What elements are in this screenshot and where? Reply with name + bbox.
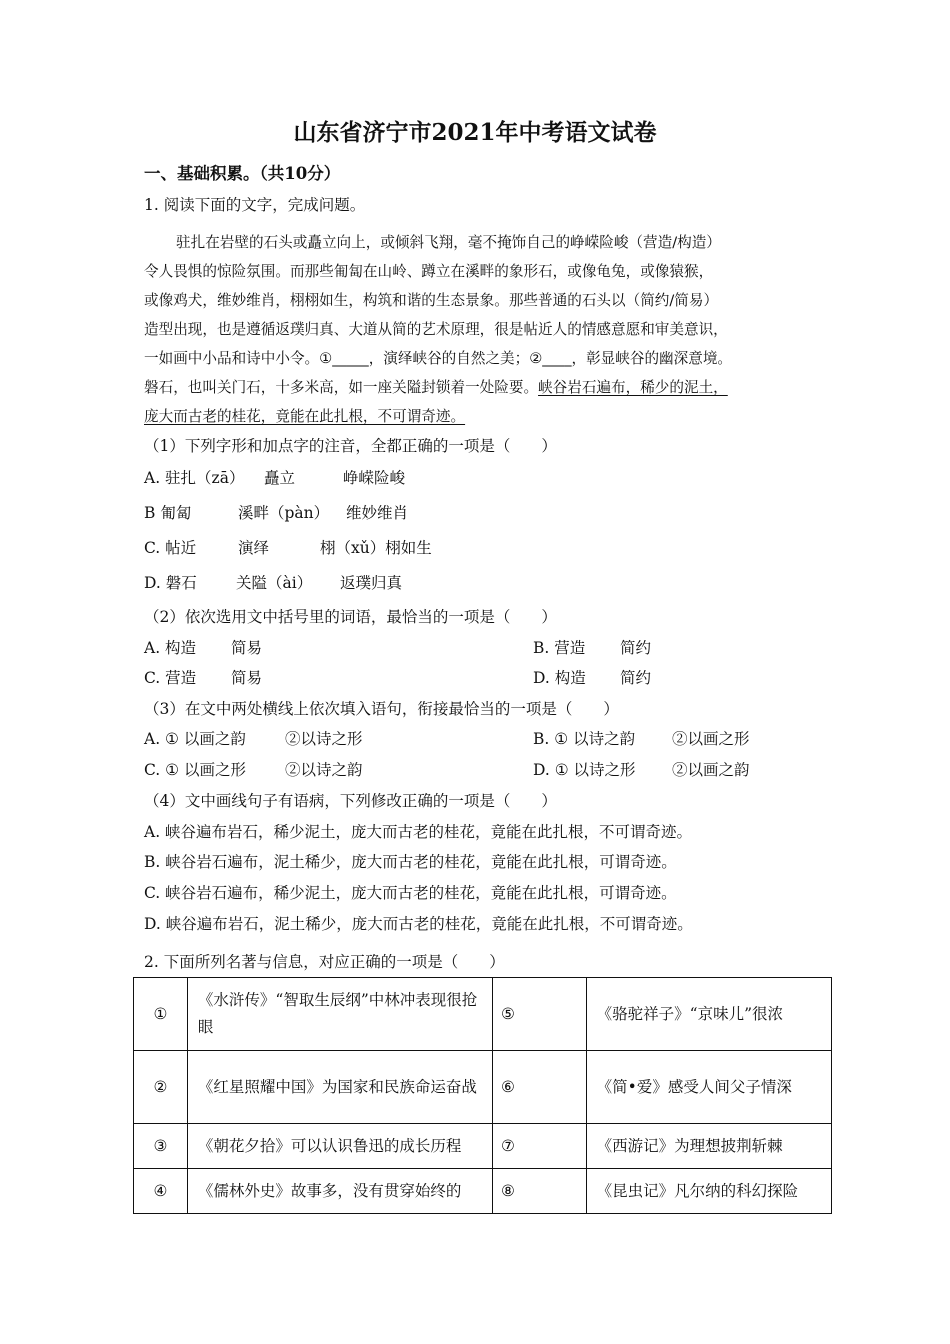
table-cell-info: 《儒林外史》故事多，没有贯穿始终的 xyxy=(187,1169,492,1214)
option-b: B. 峡谷岩石遍布，泥土稀少，庞大而古老的桂花，竟能在此扎根，可谓奇迹。 xyxy=(144,853,677,871)
option-c: C. 峡谷岩石遍布，稀少泥土，庞大而古老的桂花，竟能在此扎根，可谓奇迹。 xyxy=(144,884,677,902)
table-row xyxy=(134,1169,832,1214)
table-cell-info: 《昆虫记》凡尔纳的科幻探险 xyxy=(586,1169,831,1214)
option-a: A. 峡谷遍布岩石，稀少泥土，庞大而古老的桂花，竟能在此扎根，不可谓奇迹。 xyxy=(144,823,693,841)
underlined-sentence: 峡谷岩石遍布，稀少的泥土， xyxy=(538,379,728,396)
option-a-word: ②以诗之形 xyxy=(285,730,363,748)
page-title: 山东省济宁市2021年中考语文试卷 xyxy=(293,119,657,146)
table-cell-number: ⑤ xyxy=(492,978,586,1051)
option-d-word: 关隘（ài） xyxy=(236,574,313,592)
passage-line xyxy=(144,376,728,397)
passage-line: 驻扎在岩壁的石头或矗立向上，或倾斜飞翔，毫不掩饰自己的峥嵘险峻（营造/构造） xyxy=(176,234,721,251)
table-cell-number: ④ xyxy=(134,1169,188,1214)
table-cell-number: ⑧ xyxy=(492,1169,586,1214)
table-cell-info: 《西游记》为理想披荆斩棘 xyxy=(586,1124,831,1169)
option-b: B. ① 以诗之韵 xyxy=(533,730,636,748)
option-b: B 匍匐 xyxy=(144,504,192,522)
passage-line: 一如画中小品和诗中小令。①_____，演绎峡谷的自然之美；②____，彰显峡谷的幽深意境。 xyxy=(144,350,733,367)
works-table xyxy=(133,977,832,1214)
question-2-stem: 2. 下面所列名著与信息，对应正确的一项是（ ） xyxy=(144,953,505,971)
section-heading: 一、基础积累。（共10分） xyxy=(144,164,341,183)
question-1-stem: 1. 阅读下面的文字，完成问题。 xyxy=(144,196,366,214)
sub-question-4: （4）文中画线句子有语病，下列修改正确的一项是（ ） xyxy=(144,792,557,810)
table-cell-number: ⑦ xyxy=(492,1124,586,1169)
option-a: A. 驻扎（zā） xyxy=(144,469,245,487)
option-c-word: 演绎 xyxy=(238,539,270,557)
option-c: C. 帖近 xyxy=(144,539,197,557)
option-d: D. ① 以诗之形 xyxy=(533,761,636,779)
table-cell-number: ② xyxy=(134,1051,188,1124)
table-cell-number: ⑥ xyxy=(492,1051,586,1124)
option-c-word: 简易 xyxy=(231,669,263,687)
option-c-word: 栩（xǔ）栩如生 xyxy=(320,539,432,557)
table-row xyxy=(134,1051,832,1124)
option-d: D. 峡谷遍布岩石，泥土稀少，庞大而古老的桂花，竟能在此扎根，不可谓奇迹。 xyxy=(144,915,693,933)
table-row xyxy=(134,1124,832,1169)
table-cell-number: ③ xyxy=(134,1124,188,1169)
option-a: A. 构造 xyxy=(144,639,197,657)
table-cell-info: 《红星照耀中国》为国家和民族命运奋战 xyxy=(187,1051,492,1124)
option-d: D. 磐石 xyxy=(144,574,197,592)
table-cell-info: 《朝花夕拾》可以认识鲁迅的成长历程 xyxy=(187,1124,492,1169)
option-a-word: 矗立 xyxy=(264,469,296,487)
table-cell-info: 《简•爱》感受人间父子情深 xyxy=(586,1051,831,1124)
table-cell-info: 《骆驼祥子》“京味儿”很浓 xyxy=(586,978,831,1051)
option-b-word: 维妙维肖 xyxy=(346,504,409,522)
sub-question-3: （3）在文中两处横线上依次填入语句，衔接最恰当的一项是（ ） xyxy=(144,700,619,718)
sub-question-2: （2）依次选用文中括号里的词语，最恰当的一项是（ ） xyxy=(144,608,557,626)
passage-line: 造型出现，也是遵循返璞归真、大道从简的艺术原理，很是帖近人的情感意愿和审美意识， xyxy=(144,321,728,338)
option-b: B. 营造 xyxy=(533,639,586,657)
passage-line: 令人畏惧的惊险氛围。而那些匍匐在山岭、蹲立在溪畔的象形石，或像龟兔，或像猿猴， xyxy=(144,263,714,280)
passage-line: 或像鸡犬，维妙维肖，栩栩如生，构筑和谐的生态景象。那些普通的石头以（简约/简易） xyxy=(144,292,719,309)
option-a-word: 峥嵘险峻 xyxy=(343,469,406,487)
option-c: C. 营造 xyxy=(144,669,197,687)
option-c-word: ②以诗之韵 xyxy=(285,761,363,779)
option-d-word: ②以画之韵 xyxy=(672,761,750,779)
option-a: A. ① 以画之韵 xyxy=(144,730,246,748)
option-d-word: 返璞归真 xyxy=(340,574,403,592)
option-d: D. 构造 xyxy=(533,669,586,687)
option-b-word: 简约 xyxy=(620,639,652,657)
option-b-word: ②以画之形 xyxy=(672,730,750,748)
option-c: C. ① 以画之形 xyxy=(144,761,246,779)
table-row xyxy=(134,978,832,1051)
option-d-word: 简约 xyxy=(620,669,652,687)
passage-text: 磐石，也叫关门石，十多米高，如一座关隘封锁着一处险要。 xyxy=(144,379,539,396)
option-a-word: 简易 xyxy=(231,639,263,657)
option-b-word: 溪畔（pàn） xyxy=(238,504,330,522)
table-cell-number: ① xyxy=(134,978,188,1051)
underlined-sentence: 庞大而古老的桂花，竟能在此扎根，不可谓奇迹。 xyxy=(144,408,466,425)
table-cell-info: 《水浒传》“智取生辰纲”中林冲表现很抢眼 xyxy=(187,978,492,1051)
sub-question-1: （1）下列字形和加点字的注音，全都正确的一项是（ ） xyxy=(144,437,557,455)
